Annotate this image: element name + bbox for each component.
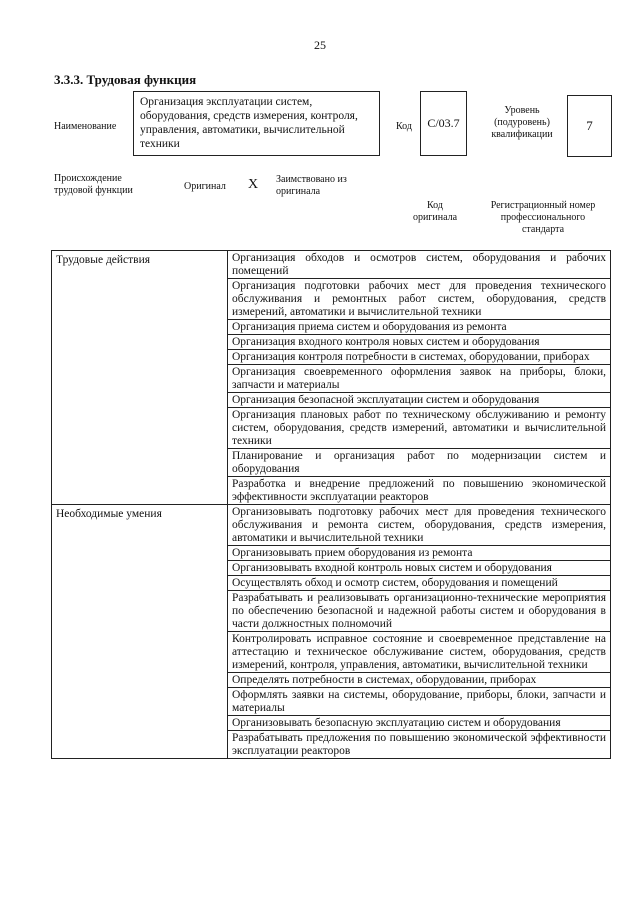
name-label: Наименование	[54, 121, 117, 132]
function-table	[51, 250, 611, 759]
table-row	[52, 251, 611, 505]
page-number: 25	[314, 38, 326, 52]
list-item: Организация входного контроля новых систем и оборудования	[228, 335, 610, 350]
list-item: Разрабатывать предложения по повышению экономической эффективности эксплуатации реакторов	[232, 732, 606, 757]
code-value-box: С/03.7	[420, 91, 467, 156]
list-item: Организация приема систем и оборудования из ремонта	[228, 320, 610, 335]
list-item: Организация своевременного оформления заявок на приборы, блоки, запчасти и материалы	[228, 365, 610, 393]
list-item: Организация контроля потребности в системах, оборудовании, приборах	[228, 350, 610, 365]
list-item: Организовывать входной контроль новых систем и оборудования	[228, 561, 610, 576]
list-item: Контролировать исправное состояние и своевременное представление на аттестацию и техническое обслуживание систем, оборудования, средств измерений, контроля, управления, автоматики, вычислительной техники	[228, 632, 610, 673]
actions-list	[228, 251, 611, 505]
list-item: Разрабатывать и реализовывать организационно-технические мероприятия по обеспечению безопасной и надежной работы систем и оборудования в части должностных полномочий	[228, 591, 610, 632]
code-original-label: Код оригинала	[412, 200, 458, 223]
skills-list	[228, 505, 611, 759]
list-item: Организовывать безопасную эксплуатацию систем и оборудования	[228, 716, 610, 731]
level-label: Уровень (подуровень) квалификации	[491, 105, 553, 140]
list-item: Осуществлять обход и осмотр систем, оборудования и помещений	[228, 576, 610, 591]
table-row	[52, 505, 611, 759]
row-header-skills: Необходимые умения	[52, 505, 228, 759]
section-title: 3.3.3. Трудовая функция	[54, 72, 197, 87]
list-item: Определять потребности в системах, оборудовании, приборах	[228, 673, 610, 688]
list-item: Организация обходов и осмотров систем, оборудования и рабочих помещений	[228, 251, 610, 279]
reg-number-label: Регистрационный номер профессионального стандарта	[490, 200, 596, 235]
list-item: Организовывать подготовку рабочих мест для проведения технического обслуживания и ремонта систем, оборудования, средств измерения, автоматики и вычислительной техники	[228, 505, 610, 546]
list-item: Организация безопасной эксплуатации систем и оборудования	[228, 393, 610, 408]
list-item: Организовывать прием оборудования из ремонта	[228, 546, 610, 561]
list-item: Организация плановых работ по техническому обслуживанию и ремонту систем, оборудования, средств измерений, автоматики и вычислительной техники	[228, 408, 610, 449]
list-item: Разработка и внедрение предложений по повышению экономической эффективности эксплуатации реакторов	[232, 478, 606, 503]
list-item: Организация подготовки рабочих мест для проведения технического обслуживания и ремонтных работ систем, оборудования, средств измерений, автоматики и вычислительной техники	[228, 279, 610, 320]
row-header-actions: Трудовые действия	[52, 251, 228, 505]
name-value-box: Организация эксплуатации систем, оборудования, средств измерения, контроля, управления, автоматики, вычислительной техники	[133, 91, 380, 156]
original-label: Оригинал	[184, 181, 226, 192]
original-mark: Х	[248, 177, 259, 192]
code-label: Код	[396, 121, 412, 132]
level-value-box: 7	[567, 95, 612, 157]
origin-label: Происхождение трудовой функции	[54, 173, 133, 196]
list-item: Оформлять заявки на системы, оборудование, приборы, блоки, запчасти и материалы	[228, 688, 610, 716]
list-item: Планирование и организация работ по модернизации систем и оборудования	[228, 449, 610, 477]
borrowed-label: Заимствовано из оригинала	[276, 174, 347, 197]
